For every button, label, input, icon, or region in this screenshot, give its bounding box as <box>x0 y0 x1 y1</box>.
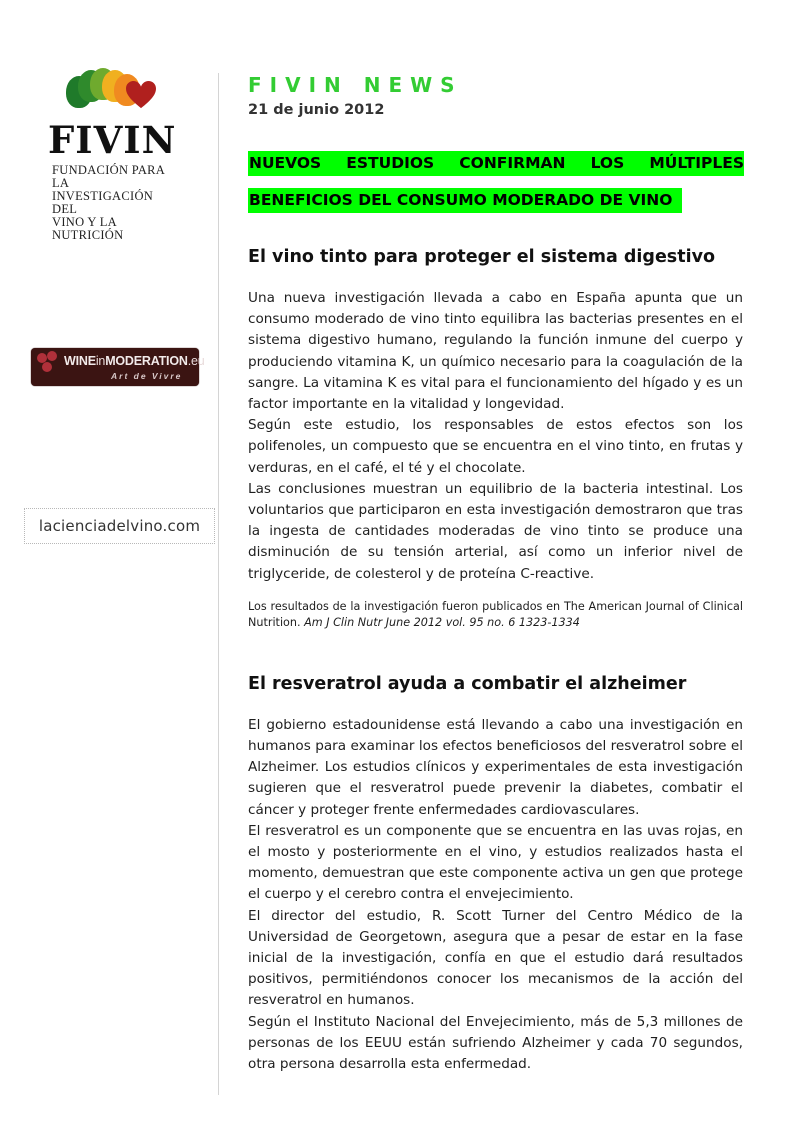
heart-icon <box>126 80 156 110</box>
article-paragraph: Una nueva investigación llevada a cabo en España apunta que un consumo moderado de vino tinto equilibra las bacterias presentes en el sistema digestivo humano, regulando la función inmune del cuerpo y produciendo vitamina K, un químico necesario para la coagulación de la sangre. La vitamina K es vital para el funcionamiento del hígado y es un factor importante en la vitalidad y longevidad. <box>248 290 743 413</box>
citation: Am J Clin Nutr June 2012 vol. 95 no. 6 1323-1334 <box>304 616 580 630</box>
article-paragraph: Según este estudio, los responsables de estos efectos son los polifenoles, un compuesto que se encuentra en el vino tinto, en frutas y verduras, en el café, el té y el chocolate. <box>248 417 743 476</box>
leaves-heart-icon <box>64 66 160 114</box>
wim-tagline: Art de Vivre <box>111 371 183 381</box>
logo-subtitle-line: INVESTIGACIÓN DEL <box>52 189 154 216</box>
wine-in-moderation-banner[interactable] <box>31 348 205 386</box>
article-paragraph: Según el Instituto Nacional del Envejecimiento, más de 5,3 millones de personas de los EEUU están sufriendo Alzheimer y cada 70 segundos, otra persona desarrolla esta enfermedad. <box>248 1013 743 1073</box>
article-title: El vino tinto para proteger el sistema digestivo <box>248 247 716 267</box>
article-paragraph: El resveratrol es un componente que se encuentra en las uvas rojas, en el mosto y posteriormente en el vino, y estudios realizados hasta el momento, demuestran que este componente activa un gen que protege el cuerpo y el cerebro contra el envejecimiento. <box>248 822 743 903</box>
article-paragraph: El gobierno estadounidense está llevando a cabo una investigación en humanos para examinar los efectos beneficiosos del resveratrol sobre el Alzheimer. Los estudios clínicos y experimentales de esta investigación sugieren que el resveratrol puede prevenir la diabetes, combatir el cáncer y proteger frente enfermedades cardiovasculares. <box>248 716 743 818</box>
article-title: El resveratrol ayuda a combatir el alzheimer <box>248 673 687 694</box>
lacienciadelvino-link[interactable]: lacienciadelvino.com <box>24 508 215 544</box>
newsletter-brand: FIVIN NEWS <box>248 73 463 97</box>
headline-line-2: BENEFICIOS DEL CONSUMO MODERADO DE VINO <box>248 188 682 213</box>
main-headline <box>248 151 743 225</box>
article-digestive <box>248 245 743 632</box>
article-resveratrol <box>248 672 743 1075</box>
logo-subtitle <box>52 164 176 242</box>
wim-title: WINEinMODERATION.eu <box>64 354 205 368</box>
column-divider <box>218 73 219 1095</box>
article-paragraph: Las conclusiones muestran un equilibrio de la bacteria intestinal. Los voluntarios que participaron en esta investigación demostraron que tras la ingesta de cantidades moderadas de vino tinto se produce una disminución de su tensión arterial, así como un inferior nivel de triglyceride, de colesterol y de proteína C-reactive. <box>248 480 743 582</box>
fivin-logo <box>46 66 176 242</box>
article-paragraph: El director del estudio, R. Scott Turner del Centro Médico de la Universidad de Georgetown, asegura que a pesar de estar en la fase inicial de la investigación, confía en que el estudio dará resultados positivos, permitiéndonos conocer los mecanismos de la acción del resveratrol en humanos. <box>248 907 743 1009</box>
logo-wordmark: FIVIN <box>48 118 177 162</box>
logo-subtitle-line: FUNDACIÓN PARA LA <box>52 163 165 190</box>
logo-subtitle-line: VINO Y LA NUTRICIÓN <box>52 215 124 242</box>
issue-date: 21 de junio 2012 <box>248 102 385 118</box>
headline-line-1: NUEVOS ESTUDIOS CONFIRMAN LOS MÚLTIPLES <box>248 151 744 176</box>
grapes-icon <box>35 351 61 377</box>
newsletter-body <box>248 72 743 1075</box>
source-note: Los resultados de la investigación fueron publicados en The American Journal of Clinical Nutrition. Am J Clin Nutr June 2012 vol. 95 no. 6 1323-1334 <box>248 599 743 630</box>
